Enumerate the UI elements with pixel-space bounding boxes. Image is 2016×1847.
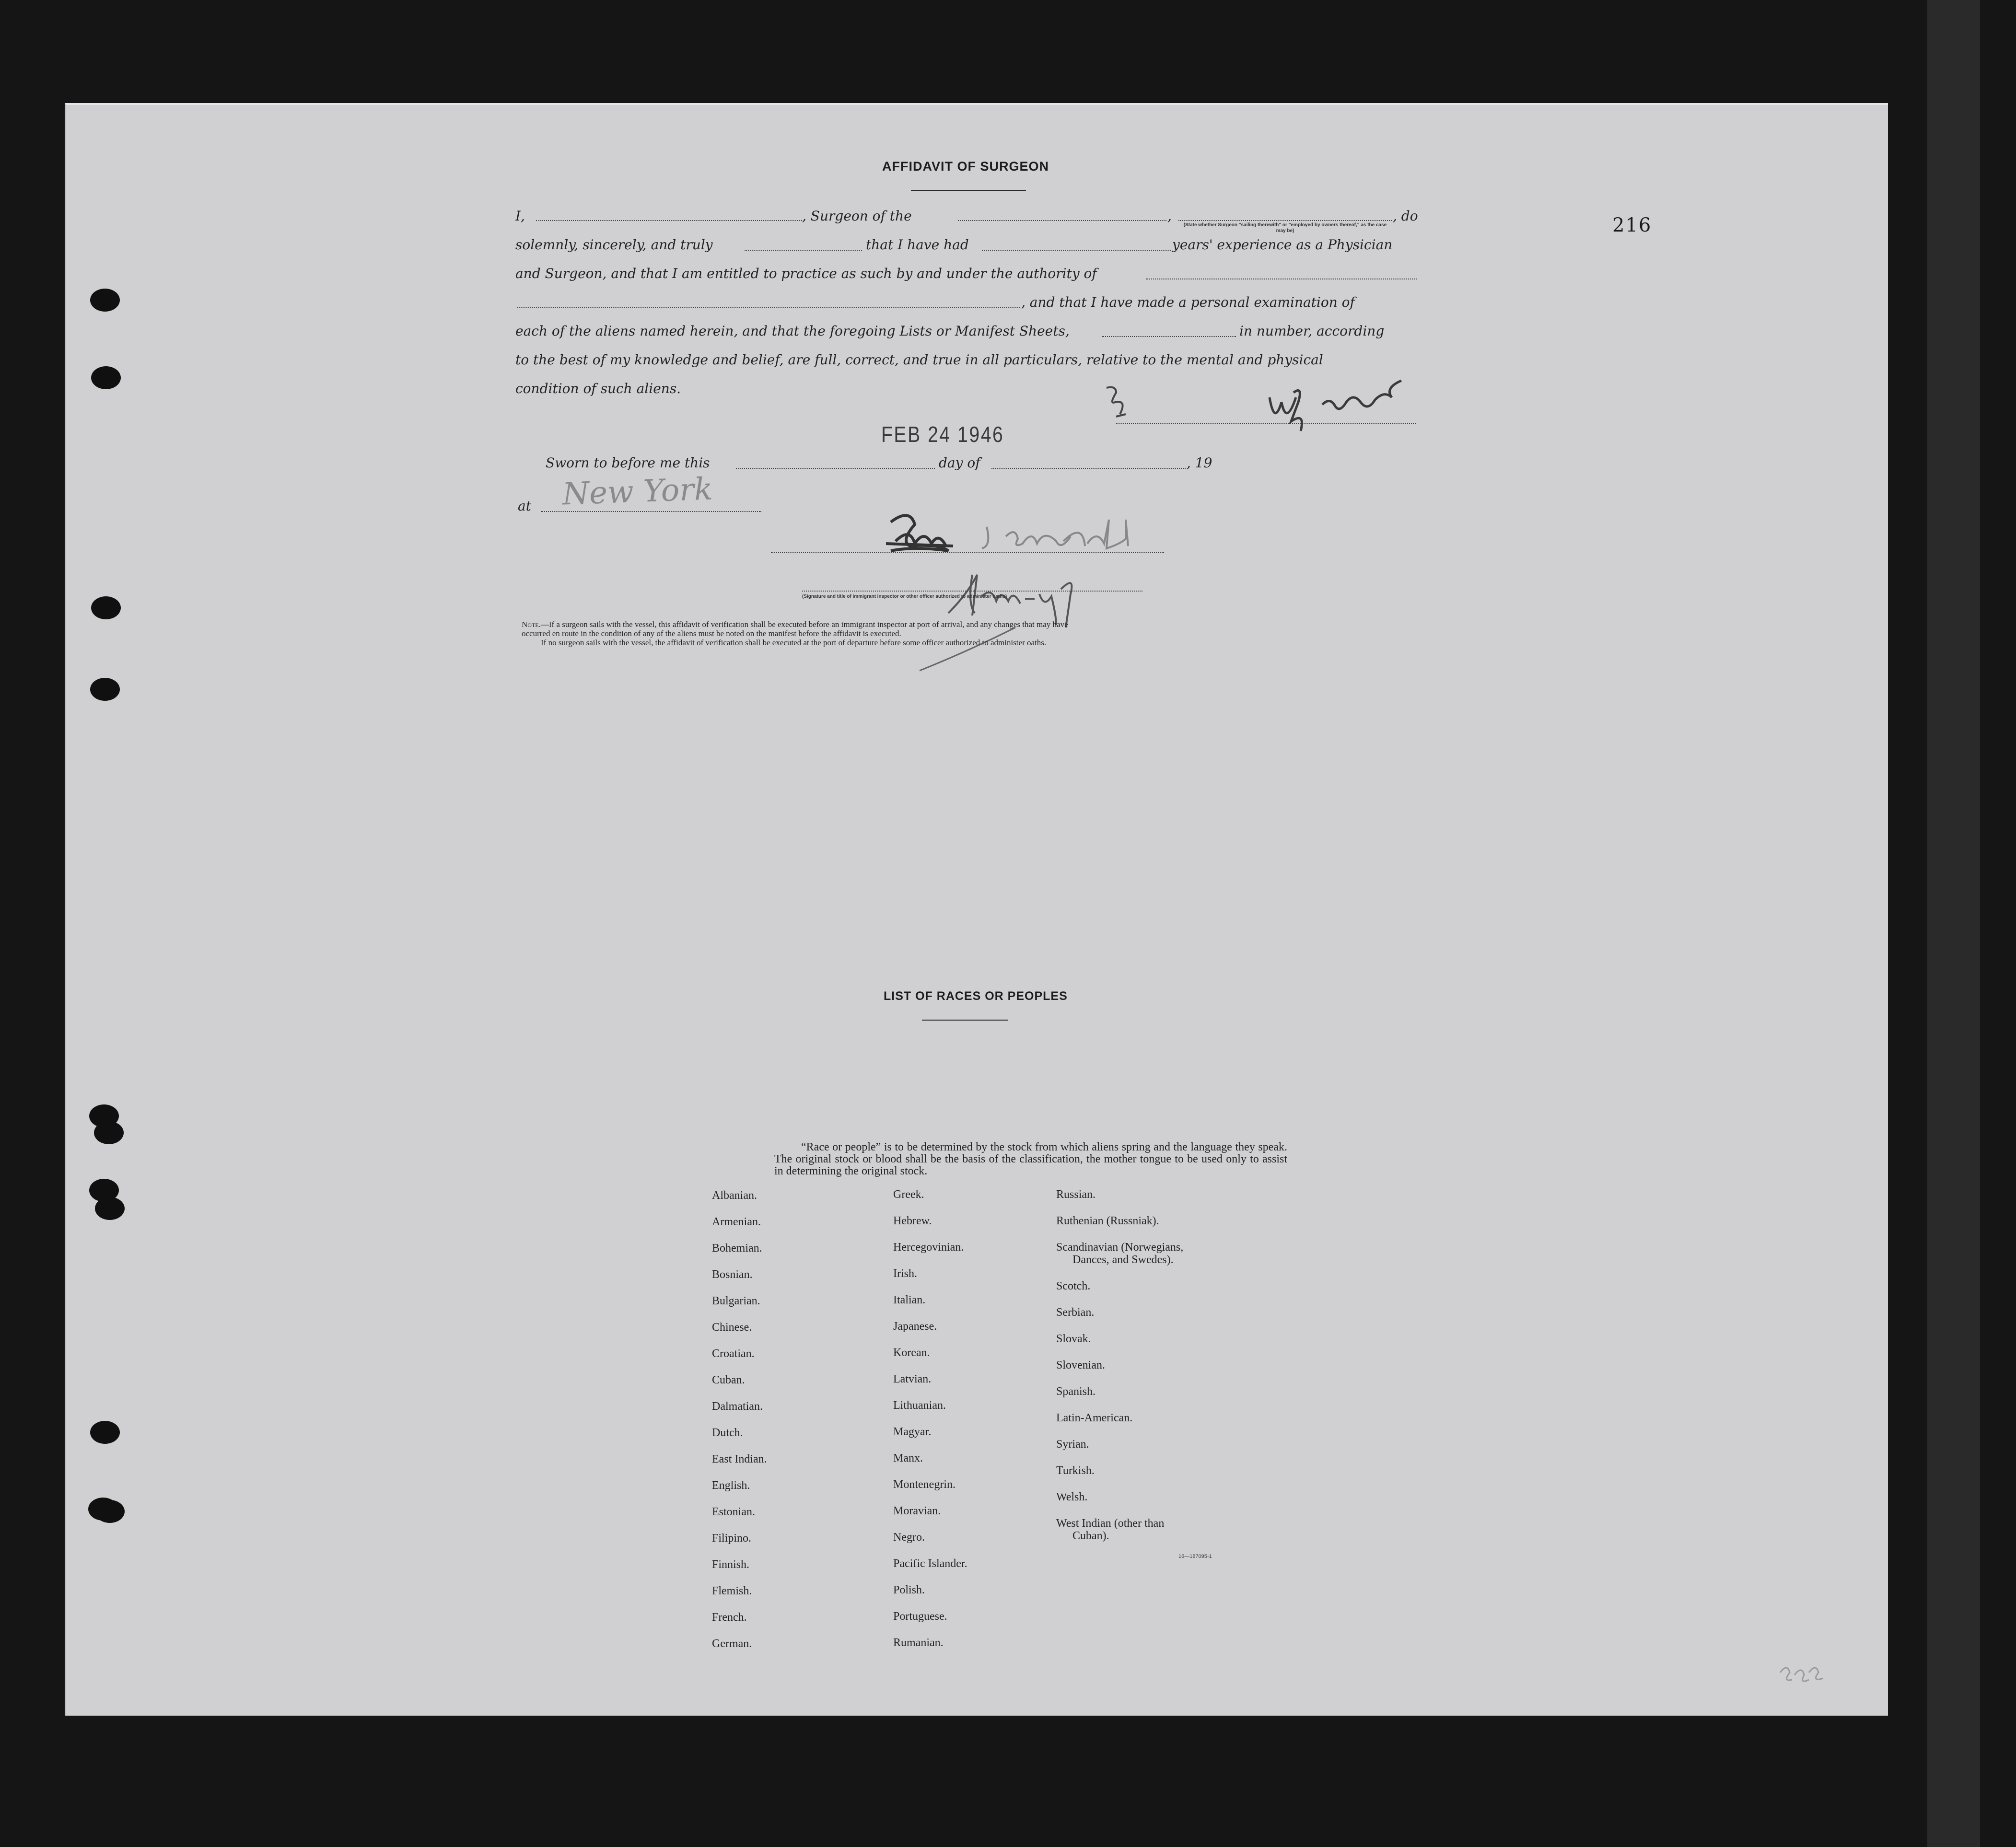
race-item: Syrian. bbox=[1056, 1438, 1089, 1451]
race-item: Dalmatian. bbox=[712, 1400, 763, 1413]
race-item: Greek. bbox=[893, 1188, 924, 1201]
fill-line-declaration bbox=[745, 250, 862, 251]
race-item: Lithuanian. bbox=[893, 1399, 946, 1412]
fill-line-surgeon-name bbox=[536, 220, 802, 221]
race-item: Japanese. bbox=[893, 1320, 937, 1333]
race-item: Italian. bbox=[893, 1294, 926, 1306]
affidavit-title: AFFIDAVIT OF SURGEON bbox=[882, 159, 1049, 174]
race-item: Irish. bbox=[893, 1267, 917, 1280]
scan-border-right bbox=[1927, 0, 1980, 1847]
race-item: Dutch. bbox=[712, 1427, 743, 1439]
binder-hole bbox=[90, 678, 120, 701]
race-item: Rumanian. bbox=[893, 1637, 944, 1649]
race-item: Latvian. bbox=[893, 1373, 932, 1385]
affidavit-text: and Surgeon, and that I am entitled to practice as such by and under the authority of bbox=[515, 266, 1097, 281]
race-item: Scandinavian (Norwegians, bbox=[1056, 1241, 1184, 1254]
race-item: Ruthenian (Russniak). bbox=[1056, 1215, 1159, 1227]
race-item: Bulgarian. bbox=[712, 1295, 760, 1307]
affidavit-text: at bbox=[518, 498, 531, 514]
race-item: Spanish. bbox=[1056, 1385, 1096, 1398]
race-item: Slovenian. bbox=[1056, 1359, 1105, 1371]
race-item: West Indian (other than bbox=[1056, 1517, 1165, 1530]
signature-caption: (Signature and title of immigrant inspector or other officer authorized to administer oaths) bbox=[802, 594, 1007, 599]
race-item: Moravian. bbox=[893, 1505, 941, 1517]
affidavit-text: each of the aliens named herein, and that the foregoing Lists or Manifest Sheets, bbox=[515, 323, 1070, 339]
affidavit-text: I, bbox=[515, 208, 525, 224]
binder-hole bbox=[94, 1121, 124, 1144]
fill-line-status bbox=[1178, 220, 1392, 221]
note-line-3: If no surgeon sails with the vessel, the affidavit of verification shall be executed at the port of departure before some officer authorized to administer oaths. bbox=[541, 638, 1047, 647]
race-item: English. bbox=[712, 1479, 750, 1492]
race-item: Bosnian. bbox=[712, 1268, 753, 1281]
fill-line-vessel bbox=[958, 220, 1166, 221]
note-line-1 bbox=[522, 620, 1068, 628]
race-item: Montenegrin. bbox=[893, 1478, 956, 1491]
binder-hole bbox=[91, 366, 121, 389]
race-item: Armenian. bbox=[712, 1216, 761, 1228]
affidavit-text: that I have had bbox=[866, 237, 969, 253]
race-item: East Indian. bbox=[712, 1453, 767, 1465]
race-item: Bohemian. bbox=[712, 1242, 762, 1255]
affidavit-text: condition of such aliens. bbox=[515, 381, 681, 396]
fill-line-day bbox=[736, 468, 935, 469]
affidavit-text: years' experience as a Physician bbox=[1172, 237, 1393, 253]
date-stamp: FEB 24 1946 bbox=[881, 422, 1004, 447]
race-item: Hebrew. bbox=[893, 1215, 932, 1227]
races-intro: “Race or people” is to be determined by the stock from which aliens spring and the language they speak. The original stock or blood shall be the basis of the classification, the mother tongue to be used only to assist in determining the original stock. bbox=[774, 1141, 1287, 1177]
inspector-signature-line bbox=[771, 552, 1164, 553]
race-item: Negro. bbox=[893, 1531, 925, 1544]
race-item: Manx. bbox=[893, 1452, 923, 1464]
race-item: Scotch. bbox=[1056, 1280, 1091, 1292]
race-item: French. bbox=[712, 1611, 747, 1624]
affidavit-text: in number, according bbox=[1239, 323, 1385, 339]
page-number: 216 bbox=[1612, 214, 1652, 236]
race-item: German. bbox=[712, 1638, 752, 1650]
race-item: Croatian. bbox=[712, 1347, 755, 1360]
race-item: Slovak. bbox=[1056, 1333, 1091, 1345]
affidavit-text: , Surgeon of the bbox=[802, 208, 912, 224]
affidavit-text: , 19 bbox=[1187, 455, 1212, 471]
note-line-2: occurred en route in the condition of any of the aliens must be noted on the manifest before the affidavit is executed. bbox=[522, 629, 901, 638]
affidavit-text: to the best of my knowledge and belief, are full, correct, and true in all particulars, relative to the mental and physical bbox=[515, 352, 1323, 368]
fill-line-month bbox=[991, 468, 1186, 469]
affidavit-text: , and that I have made a personal examination of bbox=[1021, 294, 1355, 310]
binder-hole bbox=[95, 1197, 125, 1220]
binder-hole bbox=[90, 1421, 120, 1444]
pencil-mark bbox=[1775, 1658, 1828, 1687]
race-item: Turkish. bbox=[1056, 1464, 1095, 1477]
binder-hole bbox=[90, 289, 120, 312]
race-item: Cuban. bbox=[712, 1374, 745, 1386]
surgeon-signature bbox=[1097, 378, 1409, 441]
race-item-cont: Dances, and Swedes). bbox=[1072, 1254, 1174, 1266]
affidavit-text: day of bbox=[939, 455, 980, 471]
race-item: Latin-American. bbox=[1056, 1412, 1133, 1424]
race-item: Portuguese. bbox=[893, 1610, 947, 1623]
title-rule bbox=[911, 190, 1026, 191]
race-item: Filipino. bbox=[712, 1532, 752, 1545]
race-item: Finnish. bbox=[712, 1558, 750, 1571]
race-item: Albanian. bbox=[712, 1189, 757, 1202]
fill-line-sheet-count bbox=[1102, 336, 1236, 337]
race-item: Pacific Islander. bbox=[893, 1557, 967, 1570]
race-item: Flemish. bbox=[712, 1585, 752, 1597]
surgeon-status-note: (State whether Surgeon "sailing therewith" or "employed by owners thereof," as the case may be) bbox=[1183, 222, 1387, 233]
race-item: Russian. bbox=[1056, 1188, 1096, 1201]
affidavit-text: , bbox=[1167, 208, 1172, 224]
race-item: Korean. bbox=[893, 1347, 930, 1359]
races-title-rule bbox=[922, 1020, 1008, 1021]
binder-hole bbox=[95, 1500, 125, 1523]
races-column-3 bbox=[1056, 1188, 1183, 1542]
inspector-title-line bbox=[802, 591, 1142, 592]
races-list-title: LIST OF RACES OR PEOPLES bbox=[884, 989, 1068, 1003]
fill-line-authority-cont bbox=[517, 307, 1020, 308]
manifest-page bbox=[65, 103, 1888, 1716]
affidavit-text: solemnly, sincerely, and truly bbox=[515, 237, 713, 253]
form-code: 16—187095-1 bbox=[1178, 1554, 1212, 1559]
race-item-cont: Cuban). bbox=[1072, 1530, 1109, 1542]
note-label: Note. bbox=[522, 620, 541, 629]
fill-line-years bbox=[982, 250, 1171, 251]
race-item: Chinese. bbox=[712, 1321, 752, 1334]
race-item: Welsh. bbox=[1056, 1491, 1088, 1503]
race-item: Polish. bbox=[893, 1584, 925, 1596]
affidavit-text: , do bbox=[1393, 208, 1418, 224]
races-column-1 bbox=[712, 1189, 767, 1650]
race-item: Estonian. bbox=[712, 1506, 755, 1518]
note-text: —If a surgeon sails with the vessel, this affidavit of verification shall be executed before an immigrant inspector at port of arrival, and any changes that may have bbox=[540, 620, 1068, 629]
race-item: Hercegovinian. bbox=[893, 1241, 964, 1254]
handwritten-place: New York bbox=[561, 471, 713, 512]
race-item: Serbian. bbox=[1056, 1306, 1095, 1319]
race-item: Magyar. bbox=[893, 1426, 932, 1438]
races-column-2 bbox=[893, 1188, 967, 1649]
affidavit-text: Sworn to before me this bbox=[546, 455, 710, 471]
binder-hole bbox=[91, 596, 121, 619]
